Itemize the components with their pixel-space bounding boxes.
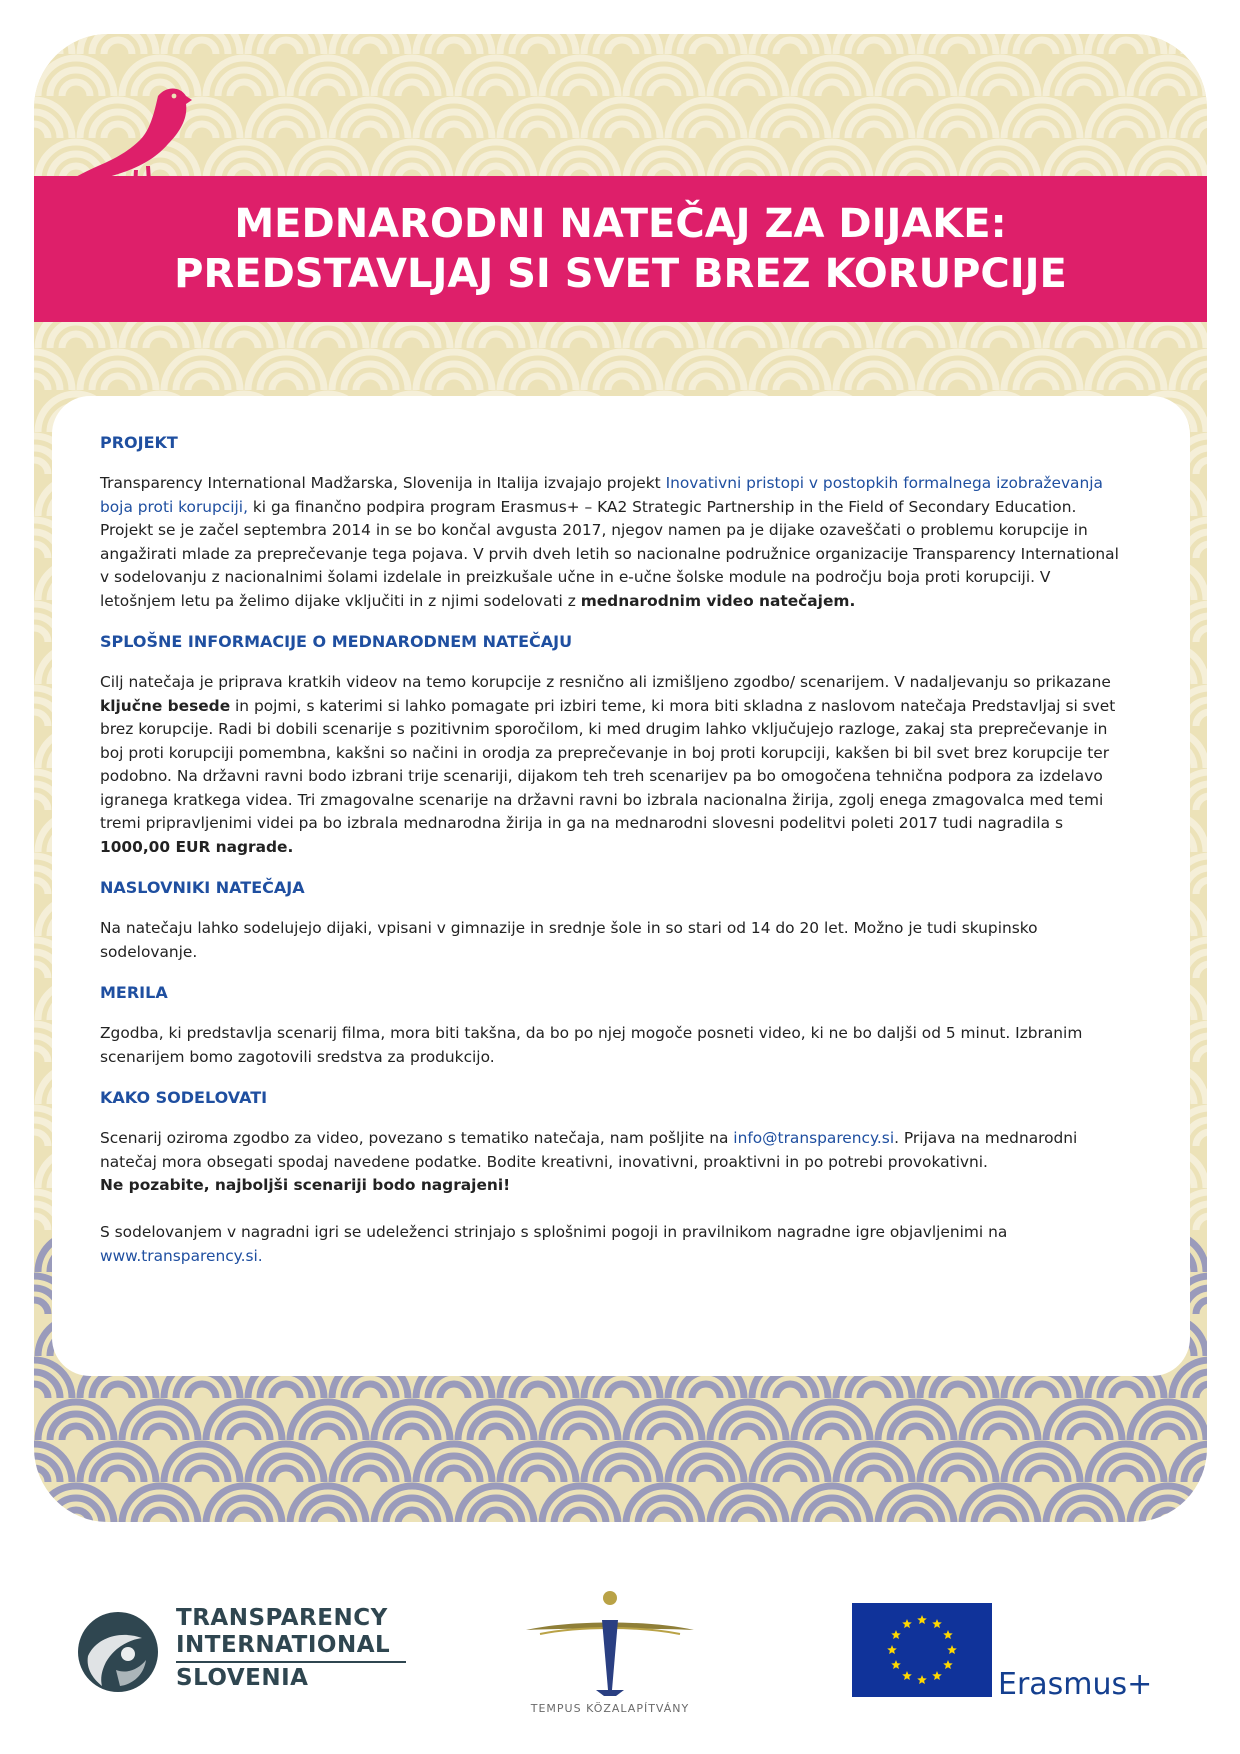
pattern-arc	[188, 1384, 216, 1398]
banner-title-line-2: PREDSTAVLJAJ SI SVET BREZ KORUPCIJE	[174, 251, 1067, 297]
pattern-arc	[1028, 1384, 1056, 1398]
pattern-arc	[608, 376, 636, 390]
pattern-arc	[1196, 712, 1207, 726]
pattern-arc	[1196, 40, 1207, 54]
pattern-arc	[440, 124, 468, 138]
pattern-arc	[34, 460, 48, 474]
eu-star-icon	[917, 1615, 927, 1624]
pattern-arc	[1154, 82, 1182, 96]
section-heading-splosne: SPLOŠNE INFORMACIJE O MEDNARODNEM NATEČAJU	[100, 632, 573, 651]
section-heading-projekt: PROJEKT	[100, 433, 178, 452]
pattern-arc	[62, 1426, 90, 1440]
projekt-text-1: Transparency International Madžarska, Slovenija in Italija izvajajo projekt	[100, 474, 666, 492]
pattern-arc	[1112, 1468, 1140, 1482]
pattern-arc	[986, 82, 1014, 96]
content-panel	[52, 396, 1190, 1376]
pattern-arc	[692, 1384, 720, 1398]
pattern-arc	[902, 334, 930, 348]
pattern-arc	[356, 40, 384, 54]
pattern-arc	[818, 1510, 846, 1522]
pattern-arc	[104, 1384, 132, 1398]
pattern-arc	[314, 1426, 342, 1440]
pattern-arc	[818, 334, 846, 348]
pattern-arc	[1196, 796, 1207, 810]
pattern-arc	[692, 376, 720, 390]
pattern-arc	[1154, 1426, 1182, 1440]
pattern-arc	[1028, 124, 1056, 138]
pattern-arc	[1154, 1510, 1182, 1522]
pattern-arc	[524, 1468, 552, 1482]
pattern-arc	[188, 40, 216, 54]
pattern-arc	[230, 1426, 258, 1440]
pattern-arc	[34, 1468, 48, 1482]
pattern-arc	[1070, 82, 1098, 96]
pattern-arc	[524, 1384, 552, 1398]
pattern-arc	[776, 1468, 804, 1482]
pattern-arc	[104, 40, 132, 54]
pattern-arc	[1196, 376, 1207, 390]
pattern-arc	[1196, 1048, 1207, 1062]
pattern-arc	[734, 82, 762, 96]
pattern-arc	[566, 334, 594, 348]
pattern-arc	[860, 124, 888, 138]
pattern-arc	[440, 1468, 468, 1482]
pattern-arc	[944, 124, 972, 138]
pattern-arc	[398, 82, 426, 96]
pattern-arc	[34, 628, 48, 642]
projekt-text-2: ki ga finančno podpira program Erasmus+ – KA2 Strategic Partnership in the Field of Secondary Education. Projekt se je začel septembra 2014 in se bo končal avgusta 2017, njegov namen pa je dijake ozaveščati o problemu korupcije in angažirati mlade za preprečevanje tega pojava. V prvih dveh letih so nacionalne podružnice organizacije Transparency International v sodelovanju z nacionalnimi šolami izdelale in preizkušale učne in e-učne šolske module na področju boja proti korupciji. V letošnjem letu pa želimo dijake vključiti in z njimi sodelovati z	[100, 497, 1119, 610]
pattern-arc	[314, 334, 342, 348]
erasmus-plus-wordmark: Erasmus+	[998, 1667, 1153, 1702]
eu-star-icon	[887, 1645, 897, 1654]
ti-globe-icon	[76, 1610, 160, 1694]
pattern-arc	[902, 82, 930, 96]
pattern-arc	[482, 82, 510, 96]
pattern-arc	[356, 1468, 384, 1482]
kako-text-1: Scenarij oziroma zgodbo za video, povezano s tematiko natečaja, nam pošljite na	[100, 1129, 734, 1147]
pattern-arc	[272, 1384, 300, 1398]
pattern-arc	[1154, 334, 1182, 348]
pattern-arc	[62, 334, 90, 348]
pattern-arc	[734, 334, 762, 348]
pattern-arc	[34, 40, 48, 54]
pattern-arc	[650, 82, 678, 96]
section-heading-merila: MERILA	[100, 983, 168, 1002]
poster-frame	[34, 34, 1207, 1522]
eu-stars-icon	[852, 1603, 992, 1697]
pattern-arc	[34, 1048, 48, 1062]
pattern-arc	[650, 1426, 678, 1440]
pattern-arc	[986, 1426, 1014, 1440]
content-body	[100, 432, 1130, 1286]
pattern-arc	[188, 376, 216, 390]
pattern-arc	[104, 1468, 132, 1482]
pattern-arc	[776, 40, 804, 54]
pattern-arc	[608, 40, 636, 54]
title-banner	[34, 176, 1207, 322]
pattern-arc	[944, 376, 972, 390]
pattern-arc	[608, 124, 636, 138]
pattern-arc	[608, 1384, 636, 1398]
pattern-arc	[692, 1468, 720, 1482]
kako-bold-text: Ne pozabite, najboljši scenariji bodo nagrajeni!	[100, 1176, 511, 1194]
pattern-arc	[776, 376, 804, 390]
eu-star-icon	[943, 1630, 953, 1639]
pattern-arc	[230, 1510, 258, 1522]
eu-flag	[852, 1603, 992, 1697]
pattern-arc	[1196, 124, 1207, 138]
pattern-arc	[818, 82, 846, 96]
pattern-arc	[34, 1132, 48, 1146]
pattern-arc	[1196, 880, 1207, 894]
pattern-arc	[1028, 1468, 1056, 1482]
ti-line-3: SLOVENIA	[176, 1665, 309, 1691]
pattern-arc	[1028, 376, 1056, 390]
eu-star-icon	[917, 1675, 927, 1684]
pattern-arc	[650, 334, 678, 348]
section-heading-naslovniki: NASLOVNIKI NATEČAJA	[100, 878, 305, 897]
pattern-arc	[860, 40, 888, 54]
pattern-arc	[34, 712, 48, 726]
project-title-link[interactable]: Inovativni pristopi v postopkih formalnega izobraževanja boja proti korupciji,	[100, 474, 1103, 516]
pattern-arc	[524, 40, 552, 54]
paragraph-splosne	[100, 671, 1130, 859]
pattern-arc	[1196, 1300, 1207, 1314]
pattern-arc	[34, 880, 48, 894]
pattern-arc	[566, 82, 594, 96]
pattern-arc	[1112, 376, 1140, 390]
pattern-arc	[34, 1300, 48, 1314]
eu-star-icon	[902, 1619, 912, 1628]
pattern-arc	[34, 544, 48, 558]
pattern-arc	[272, 40, 300, 54]
pattern-arc	[524, 124, 552, 138]
footer-logos	[0, 1575, 1240, 1725]
email-link[interactable]: info@transparency.si	[733, 1129, 895, 1147]
paragraph-naslovniki: Na natečaju lahko sodelujejo dijaki, vpisani v gimnazije in srednje šole in so stari od 14 do 20 let. Možno je tudi skupinsko sodelovanje.	[100, 919, 1038, 961]
pattern-arc	[860, 1384, 888, 1398]
pattern-arc	[34, 964, 48, 978]
pattern-arc	[692, 124, 720, 138]
pattern-arc	[1112, 40, 1140, 54]
pattern-arc	[34, 796, 48, 810]
eu-star-icon	[902, 1671, 912, 1680]
pattern-arc	[1112, 124, 1140, 138]
pattern-arc	[188, 1468, 216, 1482]
pattern-arc	[944, 1384, 972, 1398]
pattern-arc	[734, 1510, 762, 1522]
pattern-arc	[146, 1510, 174, 1522]
pattern-arc	[34, 1216, 48, 1230]
paragraph-merila: Zgodba, ki predstavlja scenarij filma, mora biti takšna, da bo po njej mogoče posneti video, ki ne bo daljši od 5 minut. Izbranim scenarijem bomo zagotovili sredstva za produkcijo.	[100, 1024, 1083, 1066]
pattern-arc	[230, 334, 258, 348]
eu-star-icon	[891, 1660, 901, 1669]
pattern-arc	[314, 1510, 342, 1522]
website-link[interactable]: www.transparency.si.	[100, 1246, 263, 1265]
kako-text-3: S sodelovanjem v nagradni igri se udeleženci strinjajo s splošnimi pogoji in pravilnikom nagradne igre objavljenimi na	[100, 1223, 1008, 1241]
tempus-emblem-icon	[520, 1590, 700, 1698]
pattern-arc	[356, 124, 384, 138]
pattern-arc	[440, 376, 468, 390]
pattern-arc	[272, 1468, 300, 1482]
pattern-arc	[1196, 1216, 1207, 1230]
pattern-arc	[944, 1468, 972, 1482]
paragraph-kako	[100, 1127, 1130, 1268]
pattern-arc	[608, 1468, 636, 1482]
pattern-arc	[986, 1510, 1014, 1522]
banner-title-line-1: MEDNARODNI NATEČAJ ZA DIJAKE:	[234, 201, 1007, 247]
pattern-arc	[1196, 1132, 1207, 1146]
pattern-arc	[440, 1384, 468, 1398]
splosne-text-2: in pojmi, s katerimi si lahko pomagate pri izbiri teme, ki mora biti skladna z naslovom natečaja Predstavljaj si svet brez korupcije. Radi bi dobili scenarije s pozitivnim sporočilom, ki med drugim lahko vključujejo razloge, zakaj sta preprečevanje in boj proti korupciji pomembna, kakšni so načini in orodja za preprečevanje in boj proti korupciji, kakšen bi bil svet brez korupcije ter podobno. Na državni ravni bodo izbrani trije scenariji, dijakom teh treh scenarijev pa bo omogočena tehnična podpora za izdelavo igranega kratkega videa. Tri zmagovalne scenarije na državni ravni bo izbrala nacionalna žirija, zgolj enega zmagovalca med temi tremi pripravljenimi videi pa bo izbrala mednarodna žirija in ga na mednarodni slovesni podelitvi poleti 2017 tudi nagradila s	[100, 696, 1116, 832]
pattern-arc	[650, 1510, 678, 1522]
pattern-arc	[356, 1384, 384, 1398]
ti-line-1: TRANSPARENCY	[176, 1605, 388, 1631]
pattern-arc	[524, 376, 552, 390]
pattern-arc	[944, 40, 972, 54]
pattern-arc	[1196, 628, 1207, 642]
pattern-arc	[1196, 544, 1207, 558]
pattern-arc	[398, 334, 426, 348]
eu-star-icon	[932, 1671, 942, 1680]
kako-text-2: . Prijava na mednarodni natečaj mora obsegati spodaj navedene podatke. Bodite kreativni, inovativni, proaktivni in po potrebi provokativni.	[100, 1129, 1078, 1171]
pattern-arc	[986, 334, 1014, 348]
pattern-arc	[902, 1426, 930, 1440]
pattern-arc	[1196, 460, 1207, 474]
pattern-arc	[860, 376, 888, 390]
eu-star-icon	[891, 1630, 901, 1639]
pattern-arc	[776, 124, 804, 138]
section-heading-kako: KAKO SODELOVATI	[100, 1088, 268, 1107]
pattern-arc	[62, 1510, 90, 1522]
pattern-arc	[482, 1426, 510, 1440]
splosne-text-1: Cilj natečaja je priprava kratkih videov na temo korupcije z resnično ali izmišljeno zgodbo/ scenarijem. V nadaljevanju so prikazane	[100, 673, 1111, 691]
tempus-logo	[520, 1590, 700, 1715]
ti-rule	[176, 1661, 406, 1663]
pattern-arc	[482, 334, 510, 348]
pattern-arc	[230, 82, 258, 96]
pattern-arc	[34, 124, 48, 138]
ti-wordmark	[176, 1605, 406, 1692]
pattern-arc	[734, 1426, 762, 1440]
pattern-arc	[146, 334, 174, 348]
pattern-arc	[398, 1426, 426, 1440]
pattern-arc	[1028, 40, 1056, 54]
splosne-bold-prize: 1000,00 EUR nagrade.	[100, 837, 294, 856]
eu-star-icon	[932, 1619, 942, 1628]
pattern-arc	[272, 376, 300, 390]
pattern-arc	[314, 82, 342, 96]
pattern-arc	[1070, 334, 1098, 348]
pattern-arc	[1070, 1426, 1098, 1440]
pattern-arc	[566, 1426, 594, 1440]
paragraph-projekt	[100, 472, 1130, 613]
eu-star-icon	[947, 1645, 957, 1654]
pattern-arc	[482, 1510, 510, 1522]
pattern-arc	[902, 1510, 930, 1522]
pattern-arc	[272, 124, 300, 138]
pattern-arc	[146, 1426, 174, 1440]
ti-line-2: INTERNATIONAL	[176, 1632, 391, 1658]
pattern-arc	[188, 124, 216, 138]
splosne-bold-keywords: ključne besede	[100, 696, 231, 715]
pattern-arc	[566, 1510, 594, 1522]
eu-star-icon	[943, 1660, 953, 1669]
pattern-arc	[692, 40, 720, 54]
tempus-label: TEMPUS KÖZALAPÍTVÁNY	[530, 1702, 690, 1715]
pattern-arc	[860, 1468, 888, 1482]
pattern-arc	[1196, 1384, 1207, 1398]
pattern-arc	[1196, 1468, 1207, 1482]
pattern-arc	[818, 1426, 846, 1440]
pattern-arc	[440, 40, 468, 54]
transparency-international-logo	[76, 1605, 406, 1695]
pattern-arc	[1196, 964, 1207, 978]
pattern-arc	[104, 376, 132, 390]
pattern-arc	[356, 376, 384, 390]
pattern-arc	[34, 1384, 48, 1398]
pattern-arc	[1070, 1510, 1098, 1522]
pattern-arc	[398, 1510, 426, 1522]
pattern-arc	[1112, 1384, 1140, 1398]
pattern-arc	[776, 1384, 804, 1398]
pattern-arc	[34, 376, 48, 390]
projekt-bold-text: mednarodnim video natečajem.	[580, 591, 856, 610]
